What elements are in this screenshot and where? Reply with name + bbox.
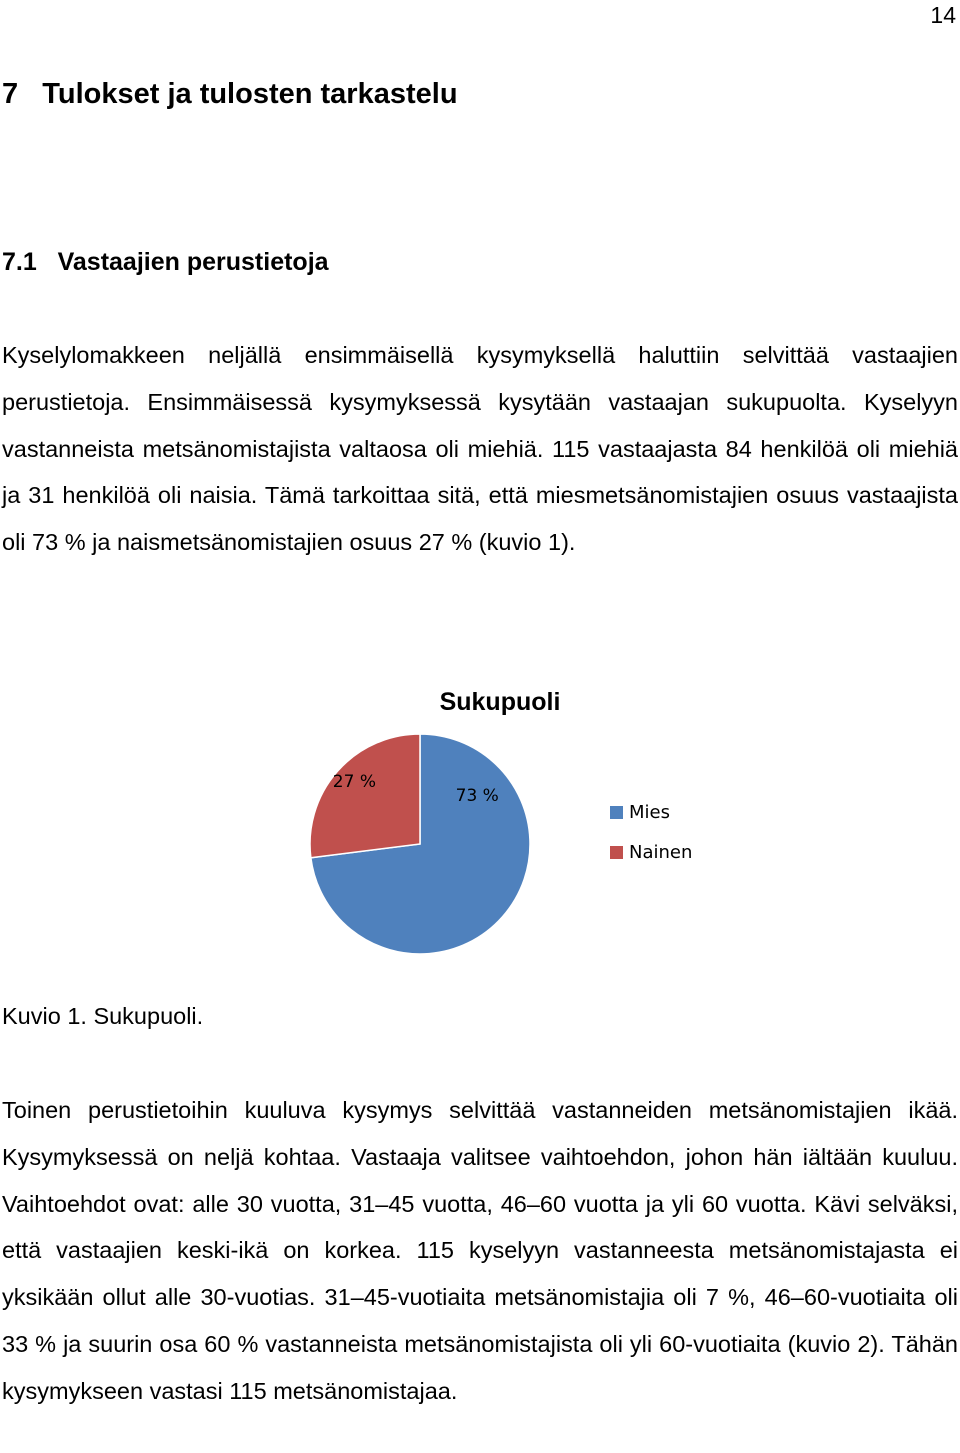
chapter-heading: 7 Tulokset ja tulosten tarkastelu: [2, 78, 458, 110]
legend-swatch-nainen: [610, 846, 623, 859]
legend-item-mies: [610, 792, 692, 832]
legend-label-nainen: Nainen: [629, 841, 693, 863]
section-heading: 7.1 Vastaajien perustietoja: [2, 248, 329, 276]
paragraph-age: Toinen perustietoihin kuuluva kysymys selvittää vastanneiden metsänomistajien ikää. Kysymyksessä on neljä kohtaa. Vastaaja valitsee vaihtoehdon, johon hän iältään kuuluu. Vaihtoehdot ovat: alle 30 vuotta, 31–45 vuotta, 46–60 vuotta ja yli 60 vuotta. Kävi selväksi, että vastaajien keski-ikä on korkea. 115 kyselyyn vastanneesta metsänomistajasta ei yksikään ollut alle 30-vuotias. 31–45-vuotiaita metsänomistajia oli 7 %, 46–60-vuotiaita oli 33 % ja suurin osa 60 % vastanneista metsänomistajista oli yli 60-vuotiaita (kuvio 2). Tähän kysymykseen vastasi 115 metsänomistajaa.: [2, 1097, 958, 1404]
chart-title: Sukupuoli: [439, 688, 561, 716]
gender-pie-chart: [300, 680, 740, 970]
chart-legend: [610, 792, 692, 872]
pie-svg: [300, 680, 600, 970]
legend-item-nainen: [610, 832, 692, 872]
data-label-nainen: 27 %: [332, 772, 377, 793]
pie-slices: [310, 734, 530, 954]
legend-label-mies: Mies: [629, 801, 670, 823]
pie-slice-nainen: [310, 734, 420, 858]
figure-caption: Kuvio 1. Sukupuoli.: [2, 1003, 204, 1029]
paragraph-gender-intro: Kyselylomakkeen neljällä ensimmäisellä kysymyksellä haluttiin selvittää vastaajien perustietoja. Ensimmäisessä kysymyksessä kysytään vastaajan sukupuolta. Kyselyyn vastanneista metsänomistajista valtaosa oli miehiä. 115 vastaajasta 84 henkilöä oli miehiä ja 31 henkilöä oli naisia. Tämä tarkoittaa sitä, että miesmetsänomistajien osuus vastaajista oli 73 % ja naismetsänomistajien osuus 27 % (kuvio 1).: [2, 342, 958, 556]
data-label-mies: 73 %: [455, 785, 499, 806]
legend-swatch-mies: [610, 806, 623, 819]
page-number: 14: [930, 2, 956, 28]
